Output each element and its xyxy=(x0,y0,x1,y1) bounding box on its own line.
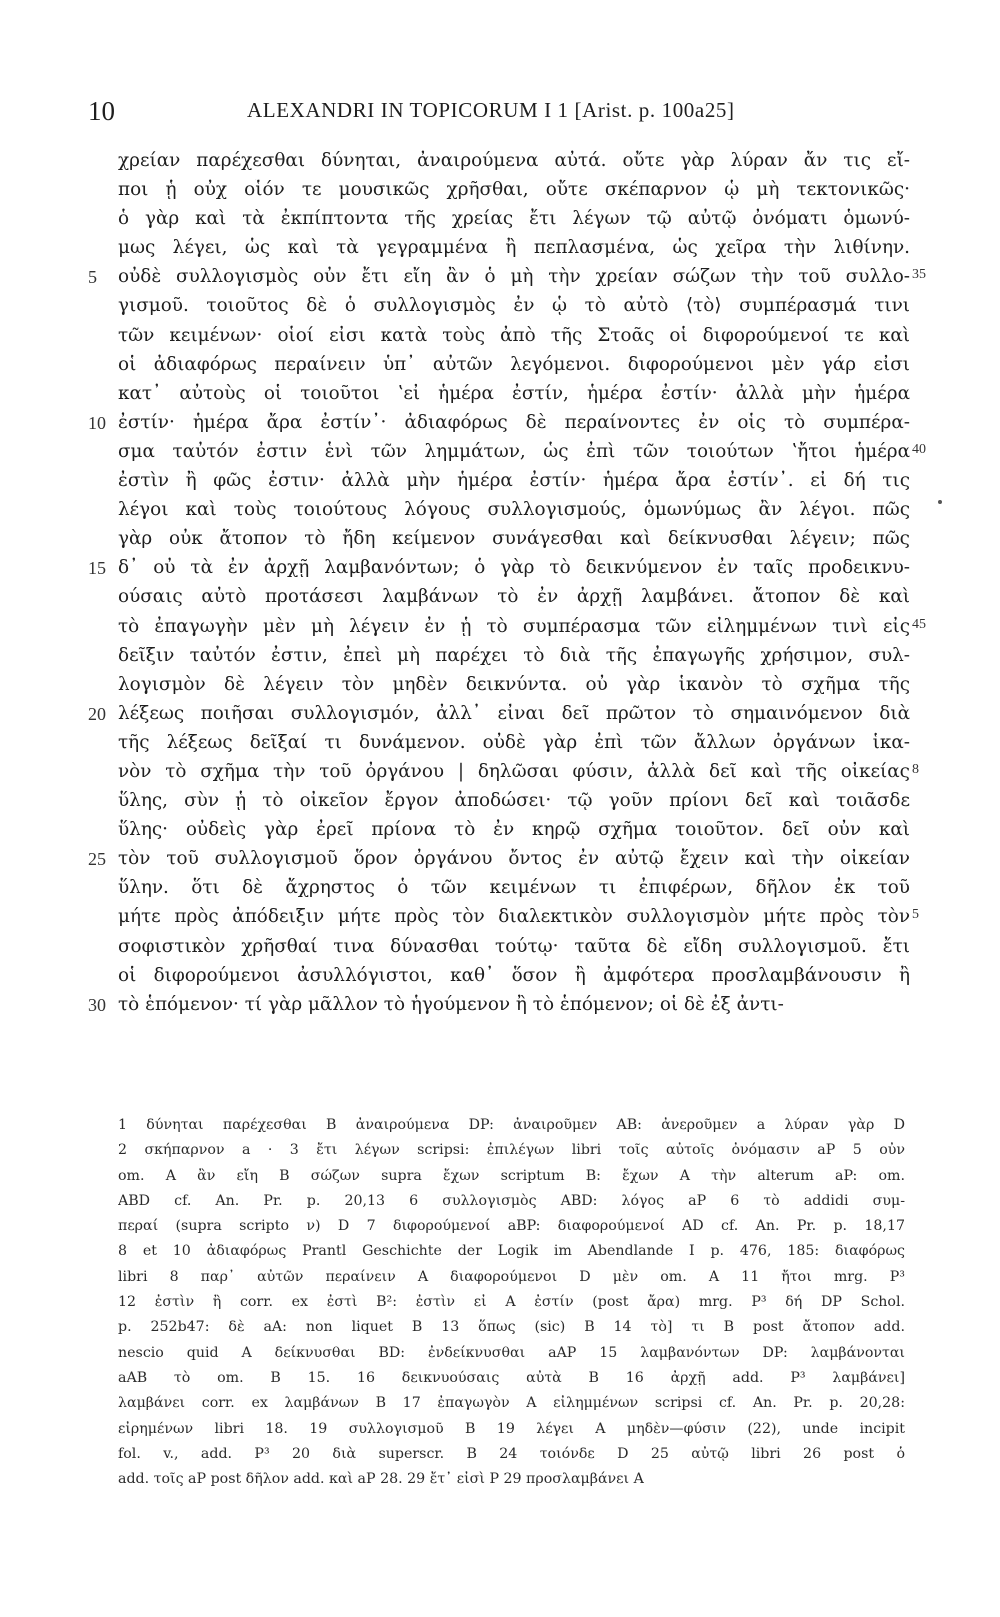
page-number: 10 xyxy=(88,96,115,126)
line-text: ἐστίν· ἡμέρα ἄρα ἐστίν᾽· ἀδιαφόρως δὲ περαίνοντες ἐν οἷς τὸ συμπέρα- xyxy=(118,411,910,433)
line-text: λέξεως ποιῆσαι συλλογισμόν, ἀλλ᾽ εἶναι δεῖ πρῶτον τὸ σημαινόμενον διὰ xyxy=(118,702,910,724)
line-text: ὕλην. ὅτι δὲ ἄχρηστος ὁ τῶν κειμένων τι ἐπιφέρων, δῆλον ἐκ τοῦ xyxy=(118,877,910,899)
text-line xyxy=(0,235,1000,264)
apparatus-line xyxy=(0,1166,1000,1191)
apparatus-text: εἰρημένων libri 18. 19 συλλογισμοῦ B 19 λέγει A μηδὲν—φύσιν (22), unde incipit xyxy=(118,1420,905,1437)
line-number: 15 xyxy=(88,558,106,579)
text-line xyxy=(0,439,1000,468)
line-text: κατ᾽ αὐτοὺς οἱ τοιοῦτοι ʽεἰ ἡμέρα ἐστίν, ἡμέρα ἐστίν· ἀλλὰ μὴν ἡμέρα xyxy=(118,382,910,404)
line-text: ὁ γὰρ καὶ τὰ ἐκπίπτοντα τῆς χρείας ἔτι λέγων τῷ αὐτῷ ὀνόματι ὁμωνύ- xyxy=(118,208,910,230)
text-line xyxy=(0,584,1000,613)
line-text: ούσαις αὐτὸ προτάσεσι λαμβάνων τὸ ἐν ἀρχῇ λαμβάνει. ἄτοπον δὲ καὶ xyxy=(118,586,910,608)
line-text: οἱ ἀδιαφόρως περαίνειν ὑπ᾽ αὐτῶν λεγόμενοι. διφορούμενοι μὲν γάρ εἰσι xyxy=(118,353,910,375)
apparatus-text: fol. v., add. P³ 20 διὰ superscr. B 24 τοιόνδε D 25 αὐτῷ libri 26 post ὁ xyxy=(118,1445,905,1462)
main-text-block xyxy=(0,148,1000,1021)
line-text: οἱ διφορούμενοι ἀσυλλόγιστοι, καθ᾽ ὅσον ἢ ἀμφότερα προσλαμβάνουσιν ἢ xyxy=(118,964,910,986)
apparatus-text: p. 252b47: δὲ aA: non liquet B 13 ὅπως (sic) B 14 τὸ] τι B post ἄτοπον add. xyxy=(118,1319,905,1336)
apparatus-line xyxy=(0,1267,1000,1292)
critical-apparatus xyxy=(0,1115,1000,1494)
apparatus-line xyxy=(0,1368,1000,1393)
text-line xyxy=(0,846,1000,875)
bekker-margin-number: 40 xyxy=(912,441,926,457)
text-line xyxy=(0,177,1000,206)
bekker-margin-number: 35 xyxy=(912,267,926,283)
text-line xyxy=(0,148,1000,177)
text-line xyxy=(0,614,1000,643)
line-text: δεῖξιν ταὐτόν ἐστιν, ἐπεὶ μὴ παρέχει τὸ διὰ τῆς ἐπαγωγῆς χρήσιμον, συλ- xyxy=(118,644,910,666)
line-text: νὸν τὸ σχῆμα τὴν τοῦ ὀργάνου | δηλῶσαι φύσιν, ἀλλὰ δεῖ καὶ τῆς οἰκείας xyxy=(118,760,910,782)
apparatus-line xyxy=(0,1444,1000,1469)
line-text: τῆς λέξεως δεῖξαί τι δυνάμενον. οὐδὲ γὰρ ἐπὶ τῶν ἄλλων ὀργάνων ἱκα- xyxy=(118,731,910,753)
text-line xyxy=(0,759,1000,788)
line-number: 30 xyxy=(88,994,106,1015)
line-text: ὕλης· οὐδεὶς γὰρ ἐρεῖ πρίονα τὸ ἐν κηρῷ σχῆμα τοιοῦτον. δεῖ οὖν καὶ xyxy=(118,819,910,841)
text-line xyxy=(0,817,1000,846)
apparatus-text: λαμβάνει corr. ex λαμβάνων B 17 ἐπαγωγὸν A εἰλημμένων scripsi cf. An. Pr. p. 20,28: xyxy=(118,1395,905,1412)
apparatus-line xyxy=(0,1317,1000,1342)
text-line xyxy=(0,904,1000,933)
apparatus-line xyxy=(0,1241,1000,1266)
line-text: τὸν τοῦ συλλογισμοῦ ὅρον ὀργάνου ὄντος ἐν αὐτῷ ἔχειν καὶ τὴν οἰκείαν xyxy=(118,848,910,870)
margin-mark xyxy=(938,500,942,504)
text-line xyxy=(0,293,1000,322)
apparatus-line xyxy=(0,1393,1000,1418)
apparatus-text: aAB τὸ om. B 15. 16 δεικνυούσαις αὐτὰ B 16 ἀρχῇ add. P³ λαμβάνει] xyxy=(118,1369,905,1386)
text-line xyxy=(0,381,1000,410)
line-number: 10 xyxy=(88,412,106,433)
line-text: χρείαν παρέχεσθαι δύνηται, ἀναιρούμενα αὐτά. οὔτε γὰρ λύραν ἄν τις εἴ- xyxy=(118,150,910,171)
text-line xyxy=(0,206,1000,235)
apparatus-text: libri 8 παρ᾽ αὐτῶν περαίνειν A διαφορούμενοι D μὲν om. A 11 ἤτοι mrg. P³ xyxy=(118,1268,905,1285)
line-number: 5 xyxy=(88,267,97,288)
apparatus-text: om. A ἂν εἴη B σώζων supra ἔχων scriptum B: ἔχων A τὴν alterum aP: om. xyxy=(118,1167,905,1184)
apparatus-line xyxy=(0,1343,1000,1368)
line-text: ὕλης, σὺν ᾗ τὸ οἰκεῖον ἔργον ἀποδώσει· τῷ γοῦν πρίονι δεῖ καὶ τοιᾶσδε xyxy=(118,790,910,812)
line-text: λογισμὸν δὲ λέγειν τὸν μηδὲν δεικνύντα. οὐ γὰρ ἱκανὸν τὸ σχῆμα τῆς xyxy=(118,673,910,695)
text-line xyxy=(0,992,1000,1021)
line-text: λέγοι καὶ τοὺς τοιούτους λόγους συλλογισμούς, ὁμωνύμως ἂν λέγοι. πῶς xyxy=(118,499,910,521)
text-line xyxy=(0,934,1000,963)
bekker-margin-number: 5 xyxy=(912,907,919,923)
text-line xyxy=(0,963,1000,992)
text-line xyxy=(0,526,1000,555)
line-text: γισμοῦ. τοιοῦτος δὲ ὁ συλλογισμὸς ἐν ᾧ τὸ αὐτὸ ⟨τὸ⟩ συμπέρασμά τινι xyxy=(118,295,910,317)
apparatus-line xyxy=(0,1419,1000,1444)
text-line xyxy=(0,701,1000,730)
line-text: τὸ ἑπόμενον· τί γὰρ μᾶλλον τὸ ἡγούμενον ἢ τὸ ἑπόμενον; οἱ δὲ ἐξ ἀντι- xyxy=(118,993,784,1015)
line-text: οὐδὲ συλλογισμὸς οὖν ἔτι εἴη ἂν ὁ μὴ τὴν χρείαν σώζων τὴν τοῦ συλλο- xyxy=(118,266,910,288)
line-text: τῶν κειμένων· οἷοί εἰσι κατὰ τοὺς ἀπὸ τῆς Στοᾶς οἱ διφορούμενοί τε καὶ xyxy=(118,324,910,346)
text-line xyxy=(0,264,1000,293)
line-text: σοφιστικὸν χρῆσθαί τινα δύνασθαι τούτῳ· ταῦτα δὲ εἴδη συλλογισμοῦ. ἔτι xyxy=(118,935,910,957)
bekker-margin-number: 45 xyxy=(912,616,926,632)
line-text: μήτε πρὸς ἀπόδειξιν μήτε πρὸς τὸν διαλεκτικὸν συλλογισμὸν μήτε πρὸς τὸν xyxy=(118,906,910,928)
running-title: ALEXANDRI IN TOPICORUM I 1 [Arist. p. 100a25] xyxy=(247,98,735,122)
text-line xyxy=(0,410,1000,439)
line-number: 20 xyxy=(88,703,106,724)
text-line xyxy=(0,730,1000,759)
line-text: ἐστὶν ἢ φῶς ἐστιν· ἀλλὰ μὴν ἡμέρα ἐστίν· ἡμέρα ἄρα ἐστίν᾽. εἰ δή τις xyxy=(118,470,910,492)
apparatus-text: 1 δύνηται παρέχεσθαι B ἀναιρούμενα DP: ἀναιροῦμεν AB: ἀνεροῦμεν a λύραν γὰρ D xyxy=(118,1117,905,1133)
line-text: τὸ ἐπαγωγὴν μὲν μὴ λέγειν ἐν ᾗ τὸ συμπέρασμα τῶν εἰλημμένων τινὶ εἰς xyxy=(118,615,910,637)
apparatus-line xyxy=(0,1191,1000,1216)
apparatus-line xyxy=(0,1140,1000,1165)
line-text: σμα ταὐτόν ἐστιν ἑνὶ τῶν λημμάτων, ὡς ἐπὶ τῶν τοιούτων ʽἤτοι ἡμέρα xyxy=(118,440,910,462)
apparatus-line xyxy=(0,1469,1000,1494)
text-line xyxy=(0,497,1000,526)
apparatus-line xyxy=(0,1115,1000,1140)
apparatus-line xyxy=(0,1292,1000,1317)
text-line xyxy=(0,323,1000,352)
line-number: 25 xyxy=(88,849,106,870)
apparatus-text: 8 et 10 ἀδιαφόρως Prantl Geschichte der Logik im Abendlande I p. 476, 185: διαφόρως xyxy=(118,1243,905,1260)
text-line xyxy=(0,352,1000,381)
line-text: δ᾽ οὐ τὰ ἐν ἀρχῇ λαμβανόντων; ὁ γὰρ τὸ δεικνύμενον ἐν ταῖς προδεικνυ- xyxy=(118,557,910,579)
text-line xyxy=(0,788,1000,817)
apparatus-text: περαί (supra scripto ν) D 7 διφορούμενοί aBP: διαφορούμενοί AD cf. An. Pr. p. 18,17 xyxy=(118,1218,905,1235)
page-header xyxy=(0,90,1000,130)
apparatus-text: ABD cf. An. Pr. p. 20,13 6 συλλογισμὸς ABD: λόγος aP 6 τὸ addidi συμ- xyxy=(118,1192,905,1209)
apparatus-text: nescio quid A δείκνυσθαι BD: ἐνδείκνυσθαι aAP 15 λαμβανόντων DP: λαμβάνονται xyxy=(118,1344,905,1361)
bekker-margin-number: 8 xyxy=(912,761,919,777)
text-line xyxy=(0,875,1000,904)
line-text: γὰρ οὐκ ἄτοπον τὸ ἤδη κείμενον συνάγεσθαι καὶ δείκνυσθαι λέγειν; πῶς xyxy=(118,528,910,550)
text-line xyxy=(0,672,1000,701)
apparatus-text: 2 σκήπαρνον a · 3 ἔτι λέγων scripsi: ἐπιλέγων libri τοῖς αὐτοῖς ὀνόμασιν aP 5 οὖν xyxy=(118,1142,905,1159)
apparatus-text: 12 ἐστὶν ἢ corr. ex ἐστὶ B²: ἐστὶν εἰ A ἐστίν (post ἄρα) mrg. P³ δή DP Schol. xyxy=(118,1294,905,1311)
text-line xyxy=(0,555,1000,584)
apparatus-text: add. τοῖς aP post δῆλον add. καὶ aP 28. 29 ἔτ᾽ εἰσὶ P 29 προσλαμβάνει A xyxy=(118,1471,644,1488)
apparatus-line xyxy=(0,1216,1000,1241)
text-line xyxy=(0,643,1000,672)
line-text: ποι ᾗ οὐχ οἷόν τε μουσικῶς χρῆσθαι, οὔτε σκέπαρνον ᾧ μὴ τεκτονικῶς· xyxy=(118,179,910,201)
line-text: μως λέγει, ὡς καὶ τὰ γεγραμμένα ἢ πεπλασμένα, ὡς χεῖρα τὴν λιθίνην. xyxy=(118,237,910,259)
text-line xyxy=(0,468,1000,497)
